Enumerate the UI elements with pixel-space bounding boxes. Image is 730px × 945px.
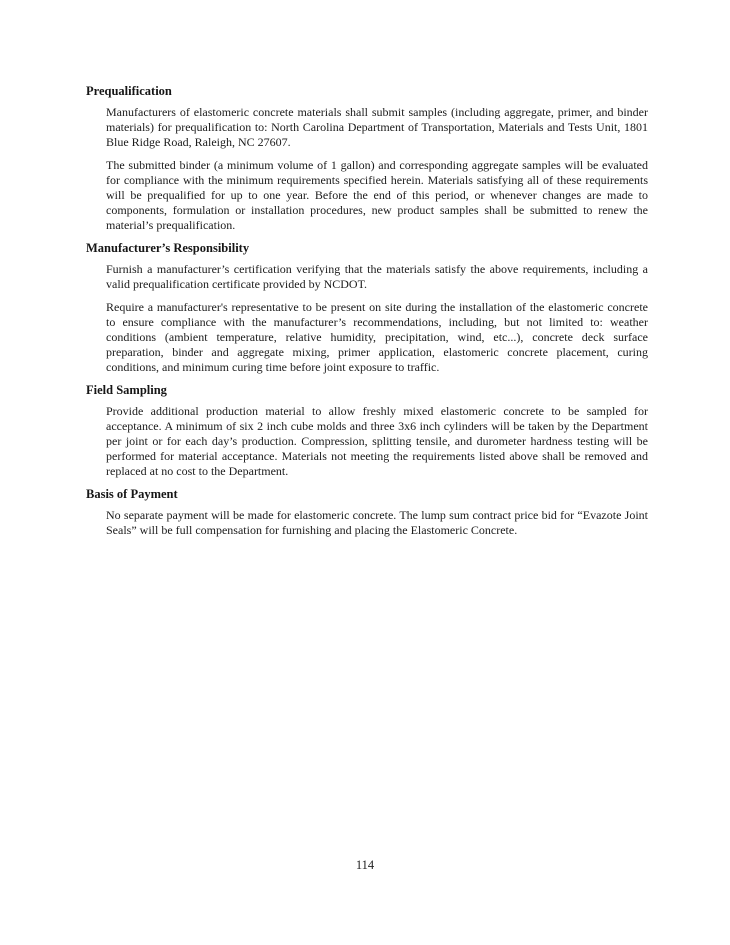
paragraph: Furnish a manufacturer’s certification verifying that the materials satisfy the above requirements, including a valid prequalification certificate provided by NCDOT. <box>106 262 648 291</box>
section-prequalification <box>86 84 648 233</box>
paragraph: No separate payment will be made for elastomeric concrete. The lump sum contract price bid for “Evazote Joint Seals” will be full compensation for furnishing and placing the Elastomeric Concrete. <box>106 508 648 537</box>
section-heading: Field Sampling <box>86 383 167 397</box>
section-basis-of-payment <box>86 487 648 538</box>
paragraph: The submitted binder (a minimum volume of 1 gallon) and corresponding aggregate samples will be evaluated for compliance with the minimum requirements specified herein. Materials satisfying all of these requirements will be prequalified for up to one year. Before the end of this period, or whenever changes are made to components, formulation or installation procedures, new product samples shall be submitted to renew the material’s prequalification. <box>106 158 648 232</box>
section-heading: Prequalification <box>86 84 172 98</box>
paragraph: Provide additional production material to allow freshly mixed elastomeric concrete to be sampled for acceptance. A minimum of six 2 inch cube molds and three 3x6 inch cylinders will be taken by the Department per joint or for each day’s production. Compression, splitting tensile, and durometer hardness testing will be performed for material acceptance. Materials not meeting the requirements listed above shall be removed and replaced at no cost to the Department. <box>106 404 648 478</box>
section-heading: Manufacturer’s Responsibility <box>86 241 250 255</box>
section-manufacturers-responsibility <box>86 241 648 375</box>
section-heading: Basis of Payment <box>86 487 178 501</box>
section-field-sampling <box>86 383 648 479</box>
paragraph: Require a manufacturer's representative to be present on site during the installation of the elastomeric concrete to ensure compliance with the manufacturer’s recommendations, including, but not limited to: weather conditions (ambient temperature, relative humidity, precipitation, wind, etc...), concrete deck surface preparation, binder and aggregate mixing, primer application, elastomeric concrete placement, curing conditions, and minimum curing time before joint exposure to traffic. <box>106 300 648 374</box>
paragraph: Manufacturers of elastomeric concrete materials shall submit samples (including aggregate, primer, and binder materials) for prequalification to: North Carolina Department of Transportation, Materials and Tests Unit, 1801 Blue Ridge Road, Raleigh, NC 27607. <box>106 105 648 149</box>
page-number: 114 <box>355 858 375 872</box>
